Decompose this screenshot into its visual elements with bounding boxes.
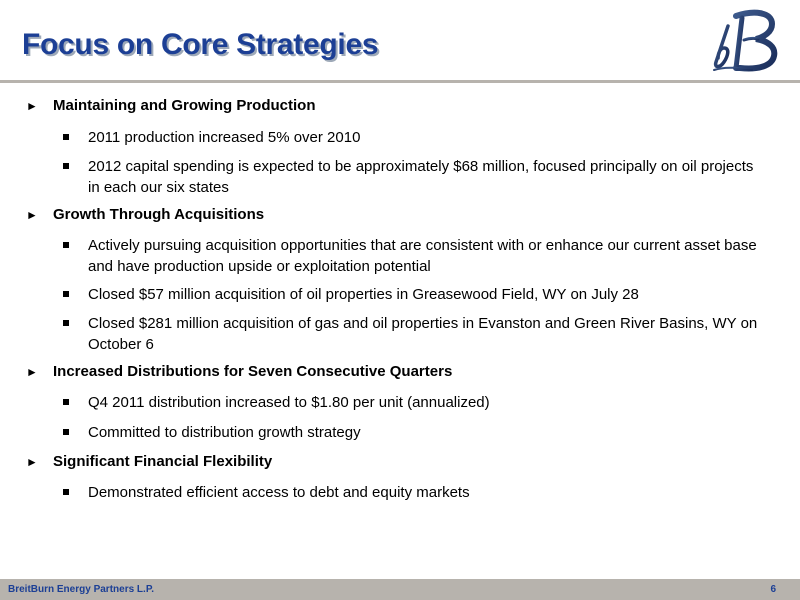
triangle-bullet-icon: ►: [26, 99, 38, 113]
title-divider: [0, 80, 800, 83]
list-item: [63, 422, 763, 443]
square-bullet-icon: [63, 399, 69, 405]
company-logo-icon: [706, 8, 780, 74]
square-bullet-icon: [63, 291, 69, 297]
section-heading: [26, 97, 316, 114]
list-item-text: Demonstrated efficient access to debt and equity markets: [88, 484, 470, 501]
section-heading-text: Increased Distributions for Seven Consecutive Quarters: [53, 363, 453, 380]
list-item: [63, 392, 763, 413]
square-bullet-icon: [63, 489, 69, 495]
list-item-text: Closed $57 million acquisition of oil properties in Greasewood Field, WY on July 28: [88, 286, 639, 303]
section-heading-text: Growth Through Acquisitions: [53, 206, 265, 223]
section-heading-text: Maintaining and Growing Production: [53, 97, 316, 114]
square-bullet-icon: [63, 429, 69, 435]
section-heading-text: Significant Financial Flexibility: [53, 453, 273, 470]
list-item-text: Q4 2011 distribution increased to $1.80 per unit (annualized): [88, 394, 490, 411]
list-item: [63, 313, 763, 355]
list-item: [63, 127, 763, 148]
square-bullet-icon: [63, 242, 69, 248]
list-item-text: 2011 production increased 5% over 2010: [88, 129, 361, 146]
list-item-text: Closed $281 million acquisition of gas and oil properties in Evanston and Green River Basins, WY on October 6: [88, 315, 758, 353]
list-item: [63, 235, 763, 277]
square-bullet-icon: [63, 134, 69, 140]
triangle-bullet-icon: ►: [26, 365, 38, 379]
section-heading: [26, 206, 264, 223]
list-item-text: Actively pursuing acquisition opportunities that are consistent with or enhance our current asset base and have production upside or exploitation potential: [88, 237, 757, 275]
list-item-text: Committed to distribution growth strategy: [88, 424, 361, 441]
list-item: [63, 156, 763, 198]
section-heading: [26, 453, 272, 470]
footer-bar: [0, 579, 800, 600]
square-bullet-icon: [63, 163, 69, 169]
list-item: [63, 284, 763, 305]
footer-company-name: BreitBurn Energy Partners L.P.: [8, 584, 154, 595]
triangle-bullet-icon: ►: [26, 208, 38, 222]
list-item-text: 2012 capital spending is expected to be approximately $68 million, focused principally on oil projects in each our six states: [88, 158, 754, 196]
section-heading: [26, 363, 452, 380]
list-item: [63, 482, 763, 503]
slide-title: Focus on Core Strategies: [22, 28, 379, 61]
page-number: 6: [770, 584, 776, 595]
square-bullet-icon: [63, 320, 69, 326]
triangle-bullet-icon: ►: [26, 455, 38, 469]
